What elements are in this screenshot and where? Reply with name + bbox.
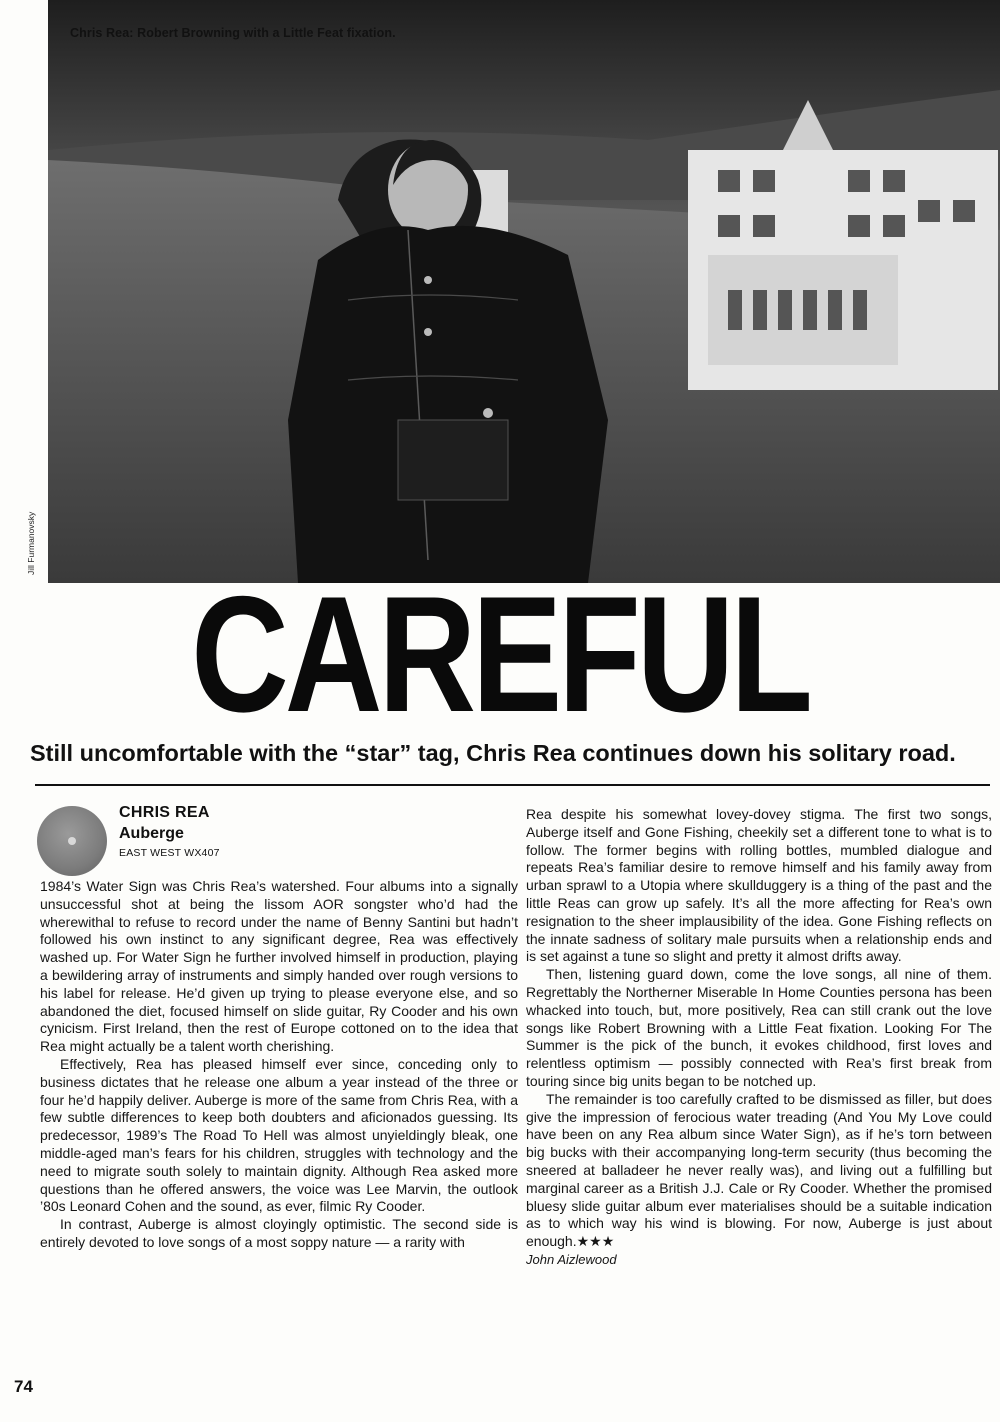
page-number: 74 xyxy=(14,1377,33,1396)
paragraph: 1984’s Water Sign was Chris Rea’s watershed. Four albums into a signally unsuccessful shot at being the lissom AOR songster who’d had the wherewithal to refuse to record under the name of Benny Santini but hadn’t followed his own instinct to any significant degree, Rea was effectively washed up. For Water Sign he further involved himself in production, playing a bewildering array of instruments and simply handed over rough versions to his label for release. He’d given up trying to please everyone else, and so abandoned the diet, focused himself on slide guitar, Ry Cooder and his own cynicism. First Ireland, then the rest of Europe cottoned on to the idea that Rea might actually be a talent worth cherishing. xyxy=(40,878,518,1055)
paragraph: Rea despite his somewhat lovey-dovey stigma. The first two songs, Auberge itself and Gone Fishing, cheekily set a different tone to what is to follow. The former begins with rolling bottles, mumbled dialogue and repeats Rea’s familiar desire to remove himself and his family away from urban sprawl to a Utopia where skullduggery is a thing of the past and the little Reas can grow up safely. It’s all the more affecting for Rea’s own resignation to the sheer implausibility of the idea. Gone Fishing reflects on the innate sadness of solitary male pursuits when a relationship ends and is set against a tune so slight and pretty it almost drifts away. xyxy=(526,806,992,965)
photo-illustration xyxy=(48,0,1000,583)
photo-credit: Jill Furmanovsky xyxy=(26,511,36,575)
paragraph: The remainder is too carefully crafted to be dismissed as filler, but does give the impression of ferocious water treading (And You My Love could have been on any Rea album since Water Sign), as if he’s torn between big bucks with their accompanying long-term security (thus becoming the sneered at balladeer he never really was), and living out a fulfilling but marginal career as a British J.J. Cale or Ry Cooder. Whether the promised bluesy slide guitar album ever materialises should be a suitable indication as to which way his wind is blowing. For now, Auberge is just about enough.★★★ xyxy=(526,1090,992,1250)
byline: John Aizlewood xyxy=(526,1251,617,1267)
paragraph: In contrast, Auberge is almost cloyingly optimistic. The second side is entirely devoted to love songs of a most soppy nature — a rarity with xyxy=(40,1216,518,1250)
photo-caption: Chris Rea: Robert Browning with a Little Feat fixation. xyxy=(70,26,396,40)
divider-rule xyxy=(35,784,990,786)
headline: CAREFUL xyxy=(191,562,809,746)
review-column-1 xyxy=(40,878,518,1252)
standfirst: Still uncomfortable with the “star” tag, Chris Rea continues down his solitary road. xyxy=(30,740,956,766)
review-column-2 xyxy=(526,806,992,1269)
review-catalogue-number: EAST WEST WX407 xyxy=(119,847,220,859)
record-disc-icon xyxy=(37,806,107,876)
review-artist: CHRIS REA xyxy=(119,804,210,821)
paragraph: Effectively, Rea has pleased himself ever since, conceding only to business dictates that he release one album a year instead of the three or four he’d happily deliver. Auberge is more of the same from Chris Rea, with a few subtle differences to keep both doubters and aficionados guessing. Its predecessor, 1989’s The Road To Hell was almost unyieldingly bleak, one middle-aged man’s fears for his children, struggles with technology and the need to migrate south solely to maintain dignity. Although Rea asked more questions than he offered answers, the voice was Lee Marvin, the outlook ’80s Leonard Cohen and the sound, as ever, filmic Ry Cooder. xyxy=(40,1055,518,1215)
photo xyxy=(48,0,1000,583)
paragraph: Then, listening guard down, come the love songs, all nine of them. Regrettably the Northerner Miserable In Home Counties persona has been whacked into touch, but, more positively, Rea can still crank out the love songs like Robert Browning with a Little Feat fixation. Looking For The Summer is the pick of the bunch, it evokes childhood, first loves and relentless optimism — possibly connected with Rea’s first break from touring since big units began to be notched up. xyxy=(526,966,992,1089)
review-album: Auberge xyxy=(119,825,184,842)
